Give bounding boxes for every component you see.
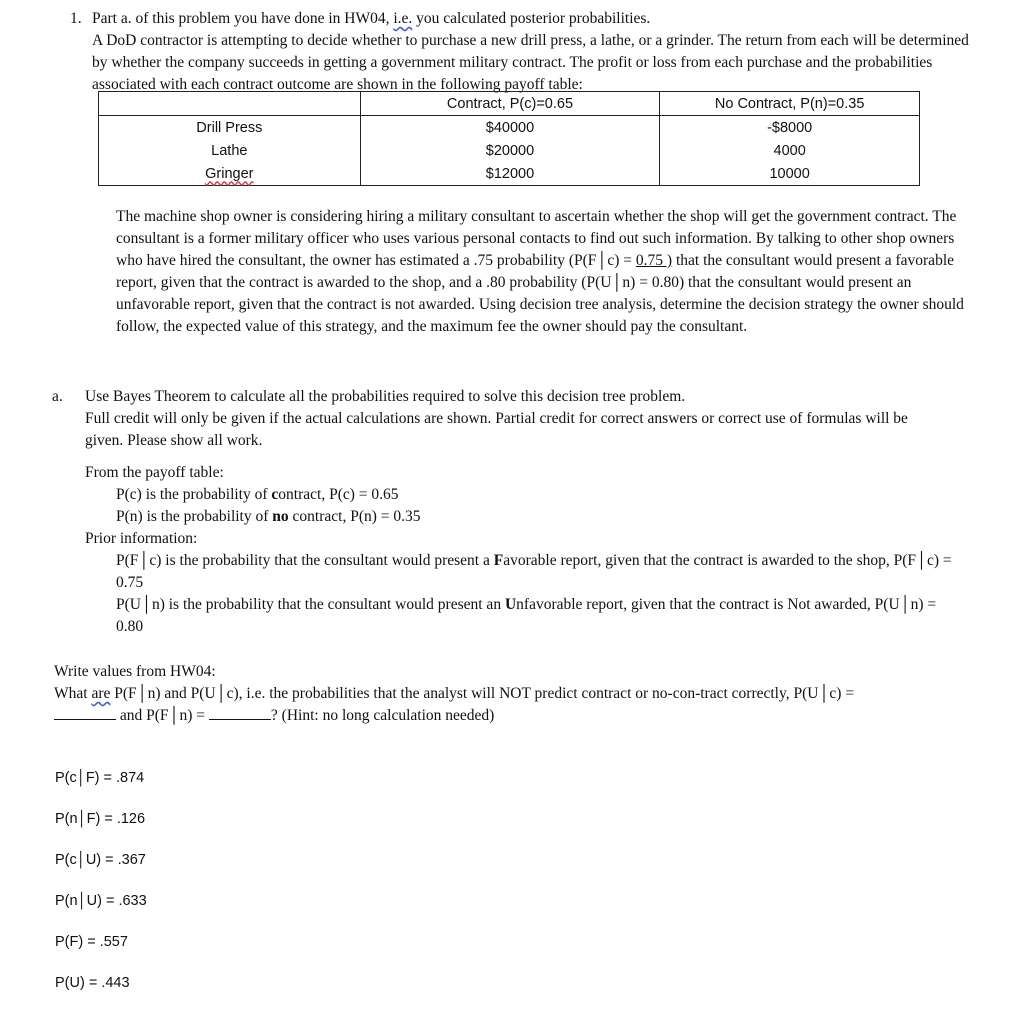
scenario-paragraph: The machine shop owner is considering hiring a military consultant to ascertain whether the shop will get the government contract. The consultant is a former military officer who uses various personal contacts to find out such information. By talking to other shop owners who have hired the consultant, the owner has estimated a .75 probability (P(F│c) = 0.75 ) that the consultant would present a favorable report, given that the contract is awarded to the shop, and a .80 probability (P(U│n) = 0.80) that the consultant would present an unfavorable report, given that the contract is not awarded. Using decision tree analysis, determine the decision strategy the owner should follow, the expected value of this strategy, and the maximum fee the owner should pay the consultant. <box>116 208 964 335</box>
part-a-body <box>85 386 945 452</box>
problem-intro <box>92 8 972 96</box>
payoff-header-contract: Contract, P(c)=0.65 <box>360 92 660 116</box>
row-item: Drill Press <box>99 116 361 140</box>
intro-line-1: Part a. of this problem you have done in HW04, i.e. you calculated posterior probabilities. <box>92 10 651 27</box>
write-values-question: What are P(F│n) and P(U│c), i.e. the probabilities that the analyst will NOT predict contract or no-con-tract correctly, P(U│c) = and P(F│n) = ? (Hint: no long calculation needed) <box>54 685 855 724</box>
table-row <box>99 162 920 186</box>
row-no-contract: 10000 <box>660 162 920 186</box>
row-contract: $40000 <box>360 116 660 140</box>
ie-abbreviation: i.e. <box>393 10 413 27</box>
answer-pn-given-u: P(n│U) = .633 <box>55 893 147 909</box>
answer-pf: P(F) = .557 <box>55 934 128 950</box>
answers-list <box>55 770 355 1000</box>
answer-pn-given-f: P(n│F) = .126 <box>55 811 146 827</box>
problem-number: 1. <box>70 10 82 27</box>
part-a-credit-note: Full credit will only be given if the actual calculations are shown. Partial credit for correct answers or correct use of formulas will be given. Please show all work. <box>85 410 908 449</box>
prior-info-heading: Prior information: <box>85 530 198 547</box>
prior-info <box>85 528 965 638</box>
pc-definition: P(c) is the probability of contract, P(c) = 0.65 <box>116 486 399 503</box>
intro-body: A DoD contractor is attempting to decide whether to purchase a new drill press, a lathe, or a grinder. The return from each will be determined by whether the company succeeds in getting a government military contract. The profit or loss from each purchase and the probabilities associated with each contract outcome are shown in the following payoff table: <box>92 32 969 93</box>
answer-pc-given-u: P(c│U) = .367 <box>55 852 146 868</box>
answer-pc-given-f: P(c│F) = .874 <box>55 770 145 786</box>
row-contract: $12000 <box>360 162 660 186</box>
table-row <box>99 116 920 140</box>
payoff-header-no-contract: No Contract, P(n)=0.35 <box>660 92 920 116</box>
payoff-info <box>85 462 965 528</box>
answer-pu: P(U) = .443 <box>55 975 130 991</box>
payoff-info-heading: From the payoff table: <box>85 464 224 481</box>
row-no-contract: -$8000 <box>660 116 920 140</box>
row-item: Lathe <box>99 139 361 162</box>
payoff-header-empty <box>99 92 361 116</box>
blank-puc[interactable] <box>54 705 116 720</box>
write-values <box>54 661 984 727</box>
pf-definition: P(F│c) is the probability that the consultant would present a Favorable report, given that the contract is awarded to the shop, P(F│c) = 0.75 <box>116 552 952 591</box>
row-item: Gringer <box>99 162 361 186</box>
table-row <box>99 139 920 162</box>
write-values-heading: Write values from HW04: <box>54 663 216 680</box>
pu-definition: P(U│n) is the probability that the consultant would present an Unfavorable report, given that the contract is Not awarded, P(U│n) = 0.80 <box>116 596 937 635</box>
payoff-header-row <box>99 92 920 116</box>
blank-pfn[interactable] <box>209 705 271 720</box>
row-contract: $20000 <box>360 139 660 162</box>
underlined-probability: 0.75 ) <box>635 252 673 269</box>
part-a-instruction: Use Bayes Theorem to calculate all the probabilities required to solve this decision tree problem. <box>85 388 686 405</box>
payoff-table <box>98 91 920 186</box>
part-a-label: a. <box>52 388 63 405</box>
row-no-contract: 4000 <box>660 139 920 162</box>
pn-definition: P(n) is the probability of no contract, P(n) = 0.35 <box>116 508 421 525</box>
